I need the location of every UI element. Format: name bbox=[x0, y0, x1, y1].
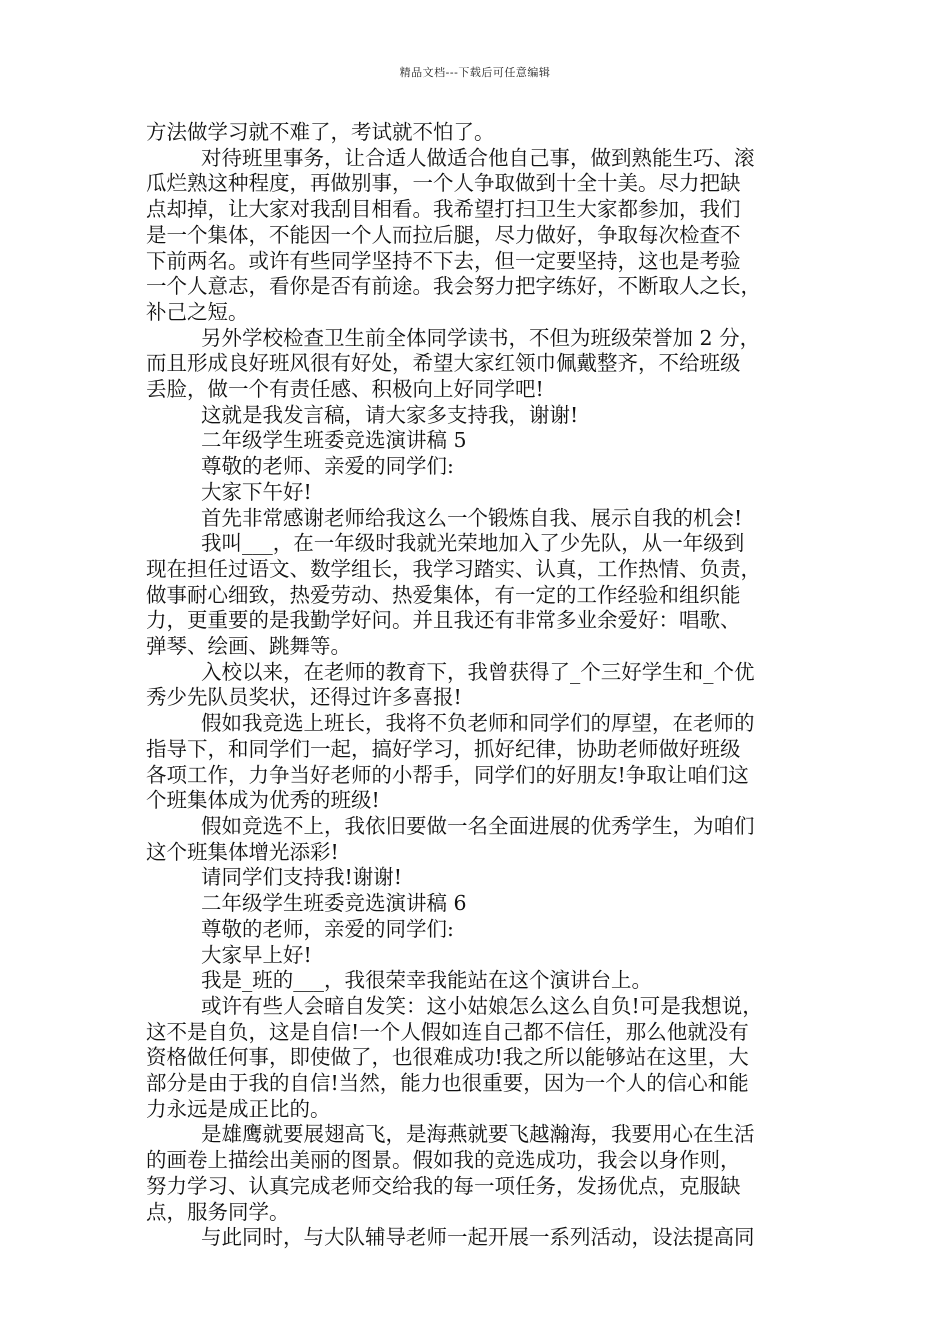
text-line: 方法做学习就不难了，考试就不怕了。 bbox=[146, 120, 495, 144]
text-line: 是雄鹰就要展翅高飞，是海燕就要飞越瀚海，我要用心在生活 bbox=[201, 1122, 755, 1147]
text-line: 这个班集体增光添彩! bbox=[146, 839, 339, 864]
text-line: 一个人意志，看你是否有前途。我会努力把字练好，不断取人之长， bbox=[146, 274, 761, 299]
text-line: 瓜烂熟这种程度，再做别事，一个人争取做到十全十美。尽力把缺 bbox=[146, 171, 741, 196]
text-line: 尊敬的老师、亲爱的同学们: bbox=[201, 454, 454, 479]
text-line: 力，更重要的是我勤学好问。并且我还有非常多业余爱好：唱歌、 bbox=[146, 608, 741, 633]
text-line: 秀少先队员奖状，还得过许多喜报! bbox=[146, 685, 462, 710]
text-line: 与此同时，与大队辅导老师一起开展一系列活动，设法提高同 bbox=[201, 1225, 755, 1250]
text-line: 各项工作，力争当好老师的小帮手，同学们的好朋友!争取让咱们这 bbox=[146, 762, 749, 787]
text-line: 个班集体成为优秀的班级! bbox=[146, 788, 380, 813]
text-line: 点却掉，让大家对我刮目相看。我希望打扫卫生大家都参加，我们 bbox=[146, 197, 741, 222]
text-line: 二年级学生班委竞选演讲稿 6 bbox=[201, 891, 467, 916]
text-line: 点，服务同学。 bbox=[146, 1199, 290, 1224]
text-line: 假如竞选不上，我依旧要做一名全面进展的优秀学生，为咱们 bbox=[201, 813, 755, 838]
text-line: 我是_班的___，我很荣幸我能站在这个演讲台上。 bbox=[201, 968, 652, 993]
text-line: 是一个集体，不能因一个人而拉后腿，尽力做好，争取每次检查不 bbox=[146, 222, 741, 247]
text-line: 另外学校检查卫生前全体同学读书，不但为班级荣誉加 2 分， bbox=[201, 325, 761, 350]
text-line: 力永远是成正比的。 bbox=[146, 1096, 331, 1121]
text-line: 丢脸，做一个有责任感、积极向上好同学吧! bbox=[146, 377, 544, 402]
text-line: 现在担任过语文、数学组长，我学习踏实、认真，工作热情、负责， bbox=[146, 556, 761, 581]
text-line: 大家早上好! bbox=[201, 942, 312, 967]
text-line: 大家下午好! bbox=[201, 479, 312, 504]
text-line: 尊敬的老师，亲爱的同学们: bbox=[201, 916, 454, 941]
text-line: 首先非常感谢老师给我这么一个锻炼自我、展示自我的机会! bbox=[201, 505, 743, 530]
text-line: 这不是自负，这是自信!一个人假如连自己都不信任，那么他就没有 bbox=[146, 1019, 749, 1044]
text-line: 努力学习、认真完成老师交给我的每一项任务，发扬优点，克服缺 bbox=[146, 1173, 741, 1198]
text-line: 假如我竞选上班长，我将不负老师和同学们的厚望，在老师的 bbox=[201, 711, 755, 736]
text-line: 这就是我发言稿，请大家多支持我，谢谢! bbox=[201, 402, 579, 427]
text-line: 做事耐心细致，热爱劳动、热爱集体，有一定的工作经验和组织能 bbox=[146, 582, 741, 607]
text-line: 指导下，和同学们一起，搞好学习，抓好纪律，协助老师做好班级 bbox=[146, 736, 741, 761]
document-body bbox=[146, 120, 806, 1251]
text-line: 补己之短。 bbox=[146, 299, 249, 324]
text-line: 而且形成良好班风很有好处，希望大家红领巾佩戴整齐，不给班级 bbox=[146, 351, 741, 376]
text-line: 入校以来，在老师的教育下，我曾获得了_个三好学生和_个优 bbox=[201, 659, 755, 684]
text-line: 部分是由于我的自信!当然，能力也很重要，因为一个人的信心和能 bbox=[146, 1071, 749, 1096]
text-line: 或许有些人会暗自发笑：这小姑娘怎么这么自负!可是我想说， bbox=[201, 993, 763, 1018]
text-line: 请同学们支持我!谢谢! bbox=[201, 865, 402, 890]
text-line: 对待班里事务，让合适人做适合他自己事，做到熟能生巧、滚 bbox=[201, 145, 755, 170]
text-line: 我叫___，在一年级时我就光荣地加入了少先队，从一年级到 bbox=[201, 531, 745, 556]
text-line: 二年级学生班委竞选演讲稿 5 bbox=[201, 428, 467, 453]
page-header: 精品文档---下载后可任意编辑 bbox=[399, 66, 551, 79]
text-line: 资格做任何事，即使做了，也很难成功!我之所以能够站在这里，大 bbox=[146, 1045, 749, 1070]
text-line: 下前两名。或许有些同学坚持不下去，但一定要坚持，这也是考验 bbox=[146, 248, 741, 273]
text-line: 弹琴、绘画、跳舞等。 bbox=[146, 634, 351, 659]
text-line: 的画卷上描绘出美丽的图景。假如我的竞选成功，我会以身作则， bbox=[146, 1148, 741, 1173]
